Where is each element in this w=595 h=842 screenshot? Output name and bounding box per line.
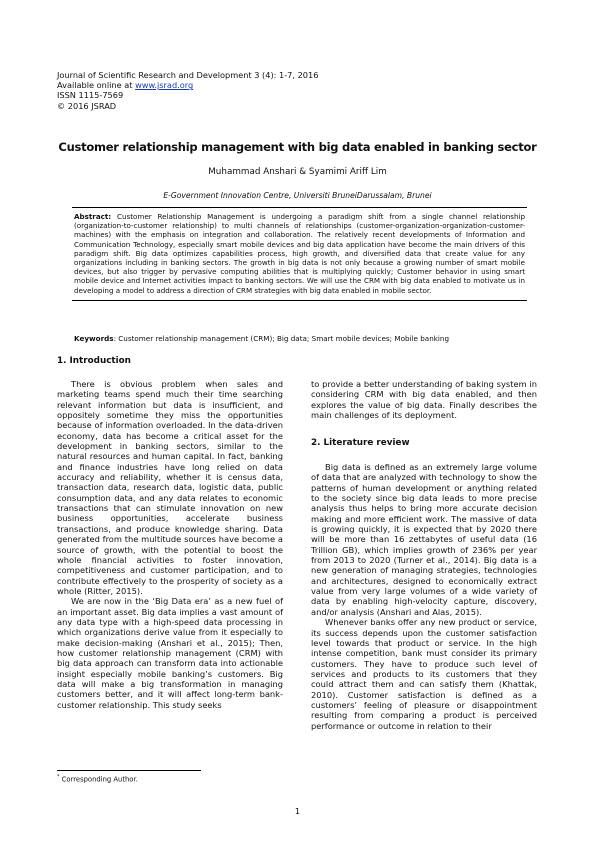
paper-authors: Muhammad Anshari & Syamimi Ariff Lim (208, 167, 387, 177)
abstract-label: Abstract: (74, 212, 112, 221)
section-heading-introduction: 1. Introduction (57, 356, 131, 366)
intro-paragraph-1: There is obvious problem when sales and marketing teams spend much their time searching relevant information but data is insufficient, and oppositely sometime they miss the opportunities because of information overloaded. In the data-driven economy, data has become a critical asset for the development in banking sectors, similar to the natural resources and human capital. In fact, banking and finance industries have long relied on data accuracy and reliability, whether it is census data, transaction data, research data, logistic data, public consumption data, and any data relates to economic transactions that can stimulate innovation on new business opportunities, accelerate business transactions, and produce knowledge sharing. Data generated from the multitude sources have become a source of growth, with the potential to boost the whole financial activities to foster innovation, competitiveness and customer participation, and to contribute effectively to the prosperity of society as a whole (Ritter, 2015). (57, 379, 283, 596)
footnote (57, 774, 138, 783)
lit-paragraph-1: Big data is defined as an extremely large volume of data that are analyzed with technology to show the patterns of human development or anything related to the society since big data leads to more precise analysis thus helps to bring more accurate decision making and more efficient work. The massive of data is growing quickly, it is expected that by 2020 there will be more than 16 zettabytes of useful data (16 Trillion GB), which implies growth of 236% per year from 2013 to 2020 (Turner et al., 2014). Big data is a new generation of managing strategies, technologies and architectures, designed to economically extract value from very large volumes of a wide variety of data by enabling high-velocity capture, discovery, and/or analysis (Anshari and Alas, 2015). (311, 462, 537, 617)
journal-header (57, 70, 318, 111)
page-number: 1 (294, 806, 301, 816)
intro-paragraph-2: We are now in the ‘Big Data era’ as a new fuel of an important asset. Big data implies a vast amount of any data type with a high-speed data processing in which organizations derive value from it especially to make decision-making (Anshari et al., 2015); Then, how customer relationship management (CRM) with big data approach can transform data into actionable insight especially mobile banking’s customers. Big data will make a big transformation in managing customers better, and it will affect long-term bank-customer relationship. This study seeks (57, 596, 283, 710)
keywords-label: Keywords (74, 334, 114, 343)
journal-link[interactable]: www.jsrad.org (135, 80, 194, 91)
section-heading-literature-review: 2. Literature review (311, 438, 410, 448)
intro-paragraph-3: to provide a better understanding of baking system in considering CRM with big data enabled, and then explores the value of big data. Finally describes the main challenges of its deployment. (311, 379, 537, 421)
keywords-text: : Customer relationship management (CRM); Big data; Smart mobile devices; Mobile banking (113, 334, 450, 343)
right-column-literature (311, 462, 537, 731)
availability-line (57, 80, 318, 90)
author-affiliation: E-Government Innovation Centre, Universiti BruneiDarussalam, Brunei (163, 191, 432, 200)
abstract-text: Customer Relationship Management is undergoing a paradigm shift from a single channel relationship (organization-to-customer relationship) to multi channels of relationships (customer-organization-organization-customer-machines) with the emphasis on integration and collaboration. The relatively recent developments of Information and Communication Technology, especially smart mobile devices and big data application have become the main drivers of this paradigm shift. Big data optimizes capabilities process, high growth, and diversified data that create value for any organizations including in banking sectors. The growth in big data is not only because a growing number of smart mobile devices, but also trigger by pervasive computing abilities that is multiplying quickly; Customer behavior in using smart mobile device and Internet activities impact to banking sectors. We will use the CRM with big data enabled to motivate us in developing a model to address a direction of CRM strategies with big data enabled in mobile sector. (74, 212, 525, 295)
lit-paragraph-2: Whenever banks offer any new product or service, its success depends upon the customer satisfaction level towards that product or service. In the high intense competition, bank must consider its primary customers. They have to produce such level of services and products to its customers that they could attract them and can satisfy them (Khattak, 2010). Customer satisfaction is defined as a customers’ feeling of pleasure or disappointment resulting from comparing a product is perceived performance or outcome in relation to their (311, 617, 537, 731)
right-column (311, 379, 537, 420)
issn: ISSN 1115-7569 (57, 90, 124, 101)
keywords (74, 334, 525, 343)
footnote-text: Corresponding Author. (59, 775, 138, 784)
paper-title: Customer relationship management with big data enabled in banking sector (58, 140, 537, 154)
footnote-rule (57, 770, 201, 771)
copyright: © 2016 JSRAD (57, 100, 117, 111)
available-prefix: Available online at (57, 80, 136, 91)
journal-citation: Journal of Scientific Research and Development 3 (4): 1-7, 2016 (57, 70, 319, 80)
abstract (72, 207, 527, 301)
left-column (57, 379, 283, 710)
footnote-mark: * (57, 774, 60, 780)
